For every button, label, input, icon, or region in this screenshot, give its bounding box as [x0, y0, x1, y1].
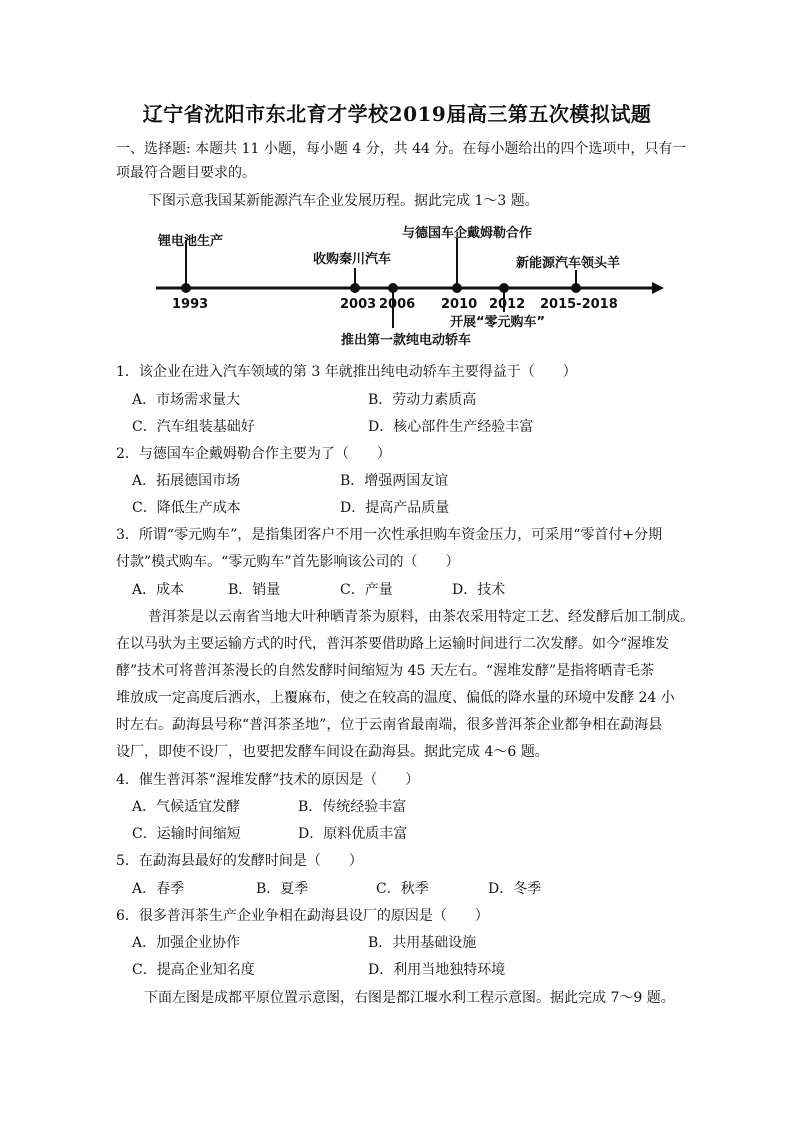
q1-stem: 1．该企业在进入汽车领域的第 3 年就推出纯电动轿车主要得益于（ ）	[116, 364, 577, 380]
timeline-year-2003: 2003	[340, 297, 377, 312]
timeline-dot-2015-2018	[571, 283, 581, 293]
timeline-dot-2006	[388, 283, 398, 293]
passage-line-2: 在以马驮为主要运输方式的时代，普洱茶要借助路上运输时间进行二次发酵。如今“渥堆发	[116, 636, 670, 652]
q5-option-b[interactable]: B．夏季	[256, 881, 309, 897]
q2-option-a[interactable]: A．拓展德国市场	[132, 473, 241, 489]
timeline-dot-1993	[181, 283, 191, 293]
q1-option-d[interactable]: D．核心部件生产经验丰富	[368, 419, 534, 435]
q5-option-a[interactable]: A．春季	[132, 881, 185, 897]
timeline-dot-2012	[499, 283, 509, 293]
timeline-year-2006: 2006	[379, 297, 416, 312]
passage-line-1: 普洱茶是以云南省当地大叶种晒青茶为原料，由茶农采用特定工艺、经发酵后加工制成。	[148, 609, 694, 625]
q2-stem: 2．与德国车企戴姆勒合作主要为了（ ）	[116, 446, 391, 462]
timeline-year-2010: 2010	[441, 297, 478, 312]
q6-option-c[interactable]: C．提高企业知名度	[132, 962, 255, 978]
q5-stem: 5．在勐海县最好的发酵时间是（ ）	[116, 853, 363, 869]
q3-option-c[interactable]: C．产量	[340, 582, 393, 598]
timeline-event-label-2015-2018: 新能源汽车领头羊	[516, 256, 621, 271]
timeline-dot-2003	[350, 283, 360, 293]
timeline-event-label-1993: 锂电池生产	[158, 234, 224, 249]
passage-line-5: 时左右。勐海县号称“普洱茶圣地”，位于云南省最南端，很多普洱茶企业都争相在勐海县	[116, 717, 663, 733]
page-title: 辽宁省沈阳市东北育才学校2019届高三第五次模拟试题	[142, 102, 652, 126]
timeline-year-2012: 2012	[489, 297, 526, 312]
q2-option-b[interactable]: B．增强两国友谊	[340, 473, 449, 489]
timeline-figure	[0, 218, 794, 358]
q3-option-a[interactable]: A．成本	[132, 582, 185, 598]
q1-option-a[interactable]: A．市场需求量大	[132, 392, 241, 408]
passage-line-6: 设厂，即使不设厂，也要把发酵车间设在勐海县。据此完成 4～6 题。	[116, 744, 549, 760]
q5-option-d[interactable]: D．冬季	[488, 881, 542, 897]
q3-option-d[interactable]: D．技术	[452, 582, 506, 598]
timeline-event-label-2010: 与德国车企戴姆勒合作	[402, 226, 533, 241]
q1-option-c[interactable]: C．汽车组装基础好	[132, 419, 255, 435]
timeline-arrow	[652, 282, 664, 294]
section-instruction-line1: 一、选择题: 本题共 11 小题，每小题 4 分，共 44 分。在每小题给出的四个选项中，只有一	[116, 141, 687, 157]
passage-line-4: 堆放成一定高度后洒水，上覆麻布，使之在较高的温度、偏低的降水量的环境中发酵 24 小	[116, 690, 675, 706]
q6-option-b[interactable]: B．共用基础设施	[368, 935, 477, 951]
q2-option-d[interactable]: D．提高产品质量	[340, 500, 450, 516]
timeline-year-2015-2018: 2015-2018	[540, 297, 618, 312]
q2-option-c[interactable]: C．降低生产成本	[132, 500, 241, 516]
timeline-event-label-2012: 开展“零元购车”	[450, 315, 546, 330]
intro-q7-9: 下面左图是成都平原位置示意图，右图是都江堰水利工程示意图。据此完成 7～9 题。	[144, 990, 675, 1006]
q1-option-b[interactable]: B．劳动力素质高	[368, 392, 477, 408]
timeline-dot-2010	[452, 283, 462, 293]
q4-option-a[interactable]: A．气候适宜发酵	[132, 799, 241, 815]
q3-stem-line2: 付款”模式购车。“零元购车”首先影响该公司的（ ）	[116, 554, 460, 570]
passage-line-3: 酵”技术可将普洱茶漫长的自然发酵时间缩短为 45 天左右。“渥堆发酵”是指将晒青毛茶	[116, 663, 655, 679]
q5-option-c[interactable]: C．秋季	[376, 881, 429, 897]
q6-option-a[interactable]: A．加强企业协作	[132, 935, 241, 951]
timeline-year-1993: 1993	[172, 297, 209, 312]
q4-option-b[interactable]: B．传统经验丰富	[298, 799, 407, 815]
q3-stem-line1: 3．所谓“零元购车”，是指集团客户不用一次性承担购车资金压力，可采用“零首付+分期	[116, 527, 663, 543]
q4-option-d[interactable]: D．原料优质丰富	[298, 826, 408, 842]
q6-option-d[interactable]: D．利用当地独特环境	[368, 962, 506, 978]
q4-option-c[interactable]: C．运输时间缩短	[132, 826, 241, 842]
q6-stem: 6．很多普洱茶生产企业争相在勐海县设厂的原因是（ ）	[116, 908, 489, 924]
timeline-event-label-2003: 收购秦川汽车	[313, 252, 392, 267]
intro-q1-3: 下图示意我国某新能源汽车企业发展历程。据此完成 1～3 题。	[148, 193, 539, 209]
q4-stem: 4．催生普洱茶“渥堆发酵”技术的原因是（ ）	[116, 772, 420, 788]
timeline-event-label-2006: 推出第一款纯电动轿车	[341, 333, 472, 348]
section-instruction-line2: 项最符合题目要求的。	[116, 165, 256, 181]
q3-option-b[interactable]: B．销量	[228, 582, 281, 598]
